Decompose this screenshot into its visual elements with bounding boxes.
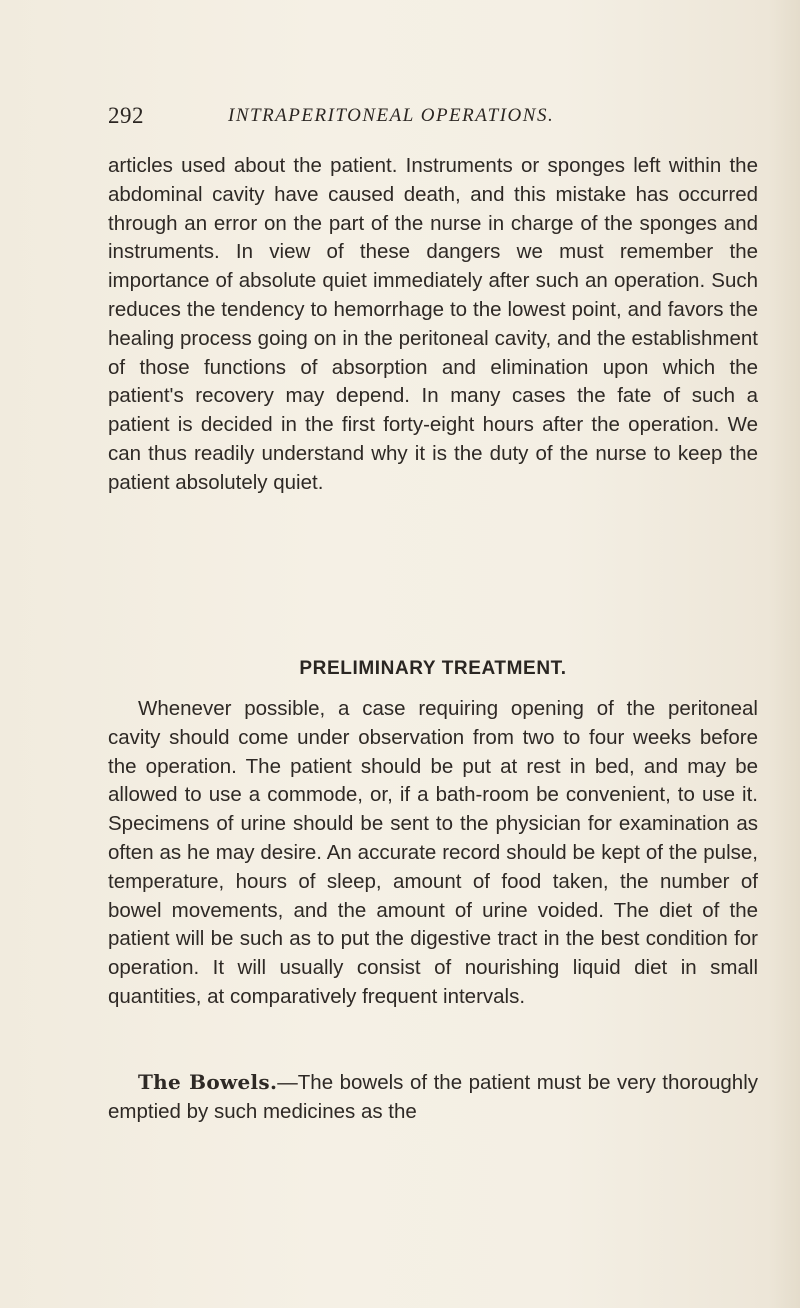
page-header [108,103,708,133]
run-in-heading: The Bowels. [138,1070,278,1094]
paragraph-instruments: articles used about the patient. Instruments or sponges left within the abdominal cavity have caused death, and this mistake has occurred through an error on the part of the nurse in charge of the sponges and instruments. In view of these dangers we must remember the importance of absolute quiet immediately after such an operation. Such reduces the tendency to hemorrhage to the lowest point, and favors the healing process going on in the peritoneal cavity, and the establishment of those functions of absorption and elimination upon which the patient's recovery may depend. In many cases the fate of such a patient is decided in the first forty-eight hours after the operation. We can thus readily understand why it is the duty of the nurse to keep the patient absolutely quiet. [108,154,758,494]
paragraph-preliminary: Whenever possible, a case requiring opening of the peritoneal cavity should come under observation from two to four weeks before the operation. The patient should be put at rest in bed, and may be allowed to use a commode, or, if a bath-room be convenient, to use it. Specimens of urine should be sent to the physician for examination as often as he may desire. An accurate record should be kept of the pulse, temperature, hours of sleep, amount of food taken, the number of bowel movements, and the amount of urine voided. The diet of the patient will be such as to put the digestive tract in the best condition for operation. It will usually consist of nourishing liquid diet in small quantities, at comparatively frequent intervals. [108,697,758,1008]
running-head: INTRAPERITONEAL OPERATIONS. [228,105,555,126]
paragraph-bowels-text: —The bowels of the patient must be very thoroughly emptied by such medicines as the [108,1071,758,1123]
section-heading: PRELIMINARY TREATMENT. [299,658,567,679]
paragraph-bowels [108,1068,758,1127]
page-number: 292 [108,103,144,128]
